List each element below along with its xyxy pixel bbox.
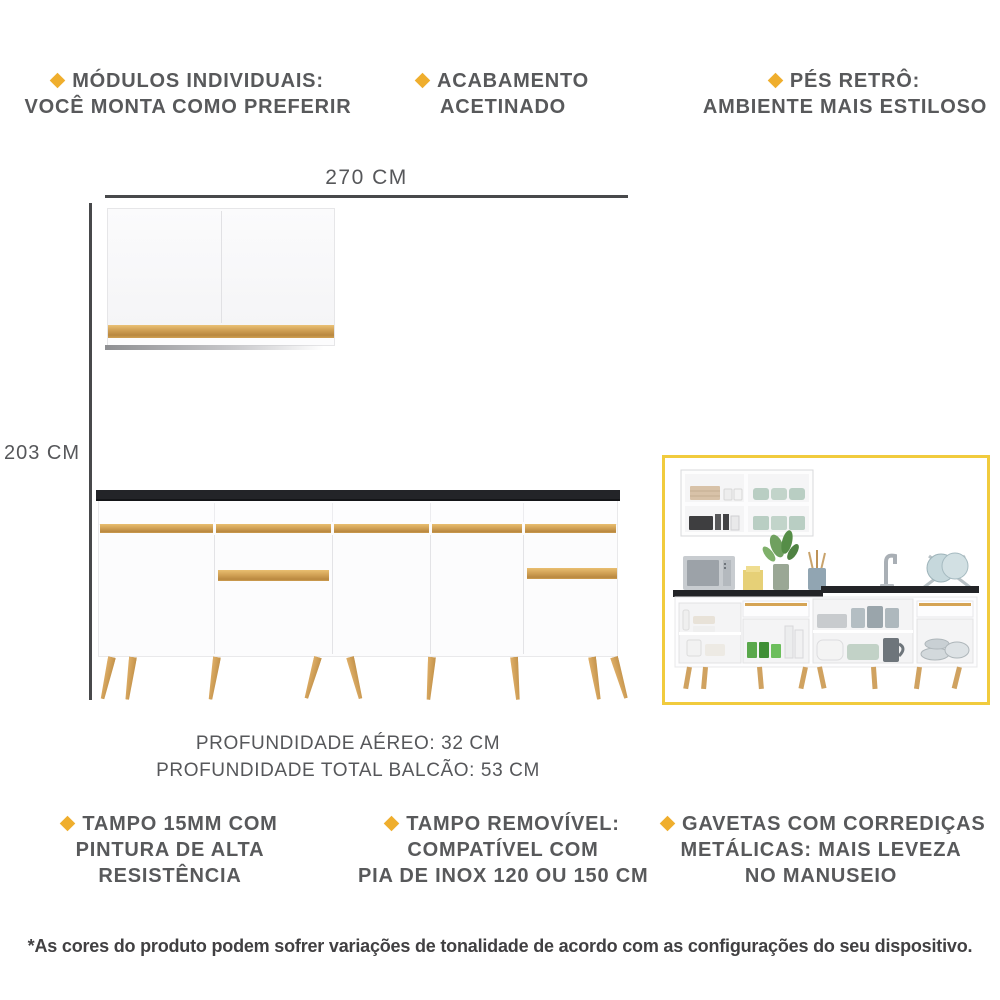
- diamond-bullet-icon: [384, 816, 400, 832]
- door-divider: [214, 535, 215, 654]
- wood-strip-gap: [213, 524, 216, 533]
- base-cabinet-body: [98, 501, 618, 657]
- wall-cabinet-base-edge: [108, 338, 334, 345]
- feature-line: RESISTÊNCIA: [98, 865, 242, 887]
- drawer-handle-strip: [527, 568, 617, 579]
- faucet: [880, 556, 895, 589]
- base-cabinet-illustration: [96, 490, 620, 702]
- black-countertop: [96, 490, 620, 501]
- door-divider: [332, 535, 333, 654]
- cabinet-leg: [510, 657, 522, 701]
- drawer-divider: [214, 503, 215, 522]
- utensil-cup: [808, 550, 826, 590]
- diamond-bullet-icon: [660, 816, 676, 832]
- diamond-bullet-icon: [768, 73, 784, 89]
- dish-rack: [923, 553, 971, 588]
- wood-strip-gap: [331, 524, 334, 533]
- feature-line: PIA DE INOX 120 OU 150 CM: [358, 865, 649, 887]
- wall-cabinet-wood-strip: [108, 325, 334, 338]
- depth-line: PROFUNDIDADE AÉREO: 32 CM: [195, 733, 501, 754]
- cabinet-leg: [123, 656, 137, 700]
- height-dimension-label: 203 CM: [3, 442, 81, 464]
- wall-cabinet-illustration: [107, 208, 335, 346]
- width-dimension-line: [105, 195, 628, 198]
- feature-tampo-removivel: [358, 811, 648, 889]
- feature-line: COMPATÍVEL COM: [407, 839, 599, 861]
- feature-line: TAMPO 15MM COM: [82, 813, 278, 835]
- feature-line: PÉS RETRÔ:: [789, 70, 921, 92]
- cabinet-leg: [206, 656, 221, 700]
- drawer-band: [99, 501, 617, 525]
- plant: [760, 529, 801, 590]
- cabinet-leg: [302, 656, 322, 700]
- wall-cabinet-photo: [681, 470, 813, 536]
- feature-tampo-15mm: [30, 811, 310, 889]
- color-disclaimer: *As cores do produto podem sofrer variações de tonalidade de acordo com as configurações do seu dispositivo.: [27, 936, 973, 956]
- cabinet-leg: [98, 656, 115, 700]
- wall-cabinet-door-divider: [221, 211, 222, 323]
- cabinet-leg: [346, 656, 364, 700]
- cabinet-leg: [424, 657, 436, 701]
- door-divider: [523, 535, 524, 654]
- feature-gavetas-corredicas: [662, 811, 986, 889]
- depth-annotations: [148, 730, 548, 784]
- wall-cabinet-shadow: [105, 345, 324, 350]
- feature-modulos-individuais: [18, 68, 358, 120]
- drawer-divider: [430, 503, 431, 522]
- door-divider: [430, 535, 431, 654]
- depth-line: PROFUNDIDADE TOTAL BALCÃO: 53 CM: [156, 760, 540, 781]
- drawer-divider: [523, 503, 524, 522]
- feature-line: METÁLICAS: MAIS LEVEZA: [680, 839, 962, 861]
- counter-doors: [99, 533, 617, 656]
- feature-line: GAVETAS COM CORREDIÇAS: [682, 813, 986, 835]
- kitchen-photo: [665, 458, 987, 702]
- wood-strip-gap: [429, 524, 432, 533]
- height-dimension-line: [89, 203, 92, 700]
- microwave: [683, 556, 735, 590]
- feature-line: ACABAMENTO: [436, 70, 590, 92]
- feature-acabamento-acetinado: [388, 68, 618, 120]
- product-photo-inset: [662, 455, 990, 705]
- feature-line: PINTURA DE ALTA: [75, 839, 265, 861]
- feature-pes-retro: [700, 68, 990, 120]
- photo-cabinet-legs: [683, 666, 962, 689]
- diamond-bullet-icon: [60, 816, 76, 832]
- feature-line: TAMPO REMOVÍVEL:: [406, 813, 620, 835]
- feature-line: ACETINADO: [439, 96, 567, 118]
- napkin-holder: [743, 566, 763, 590]
- diamond-bullet-icon: [415, 73, 431, 89]
- feature-line: AMBIENTE MAIS ESTILOSO: [702, 96, 988, 118]
- cabinet-leg: [610, 656, 630, 700]
- cabinet-leg: [588, 656, 603, 700]
- counter-wood-strip: [100, 524, 616, 533]
- feature-line: MÓDULOS INDIVIDUAIS:: [72, 70, 324, 92]
- diamond-bullet-icon: [50, 73, 66, 89]
- feature-line: VOCÊ MONTA COMO PREFERIR: [24, 96, 352, 118]
- width-dimension-label: 270 CM: [325, 166, 408, 189]
- base-cabinet-photo: [673, 586, 979, 689]
- drawer-divider: [332, 503, 333, 522]
- feature-line: NO MANUSEIO: [744, 865, 898, 887]
- drawer-handle-strip: [218, 570, 329, 581]
- wood-strip-gap: [522, 524, 525, 533]
